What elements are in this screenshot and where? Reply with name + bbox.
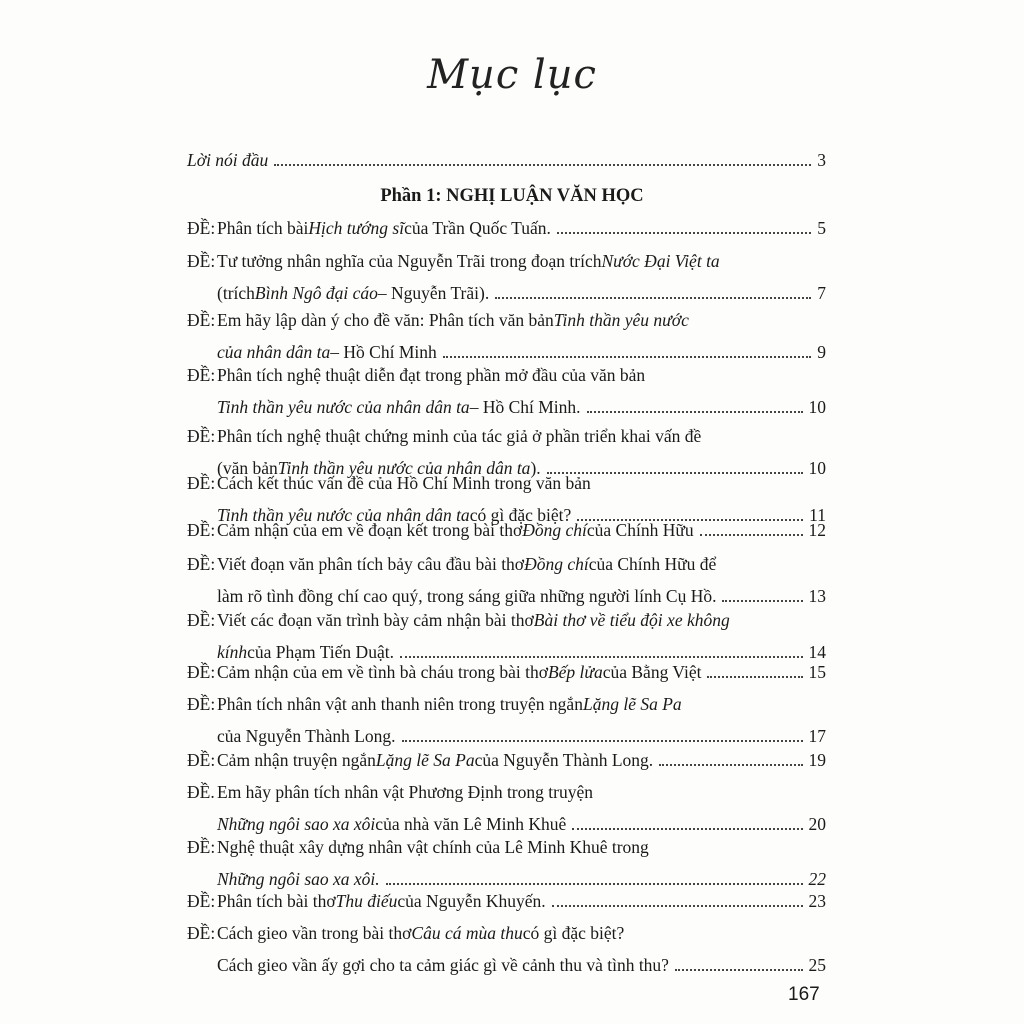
toc-text-segment: của Nguyễn Khuyến. bbox=[397, 891, 546, 911]
toc-text-segment: của nhân dân ta bbox=[217, 342, 331, 362]
toc-text-segment: Cảm nhận truyện ngắn bbox=[217, 750, 376, 770]
toc-entry-intro[interactable] bbox=[187, 144, 826, 176]
toc-page-number: 12 bbox=[808, 520, 826, 540]
toc-text-segment: Bài thơ về tiểu đội xe không bbox=[533, 610, 730, 630]
dot-leader bbox=[587, 410, 803, 413]
toc-entry-prefix: ĐỀ: bbox=[187, 891, 216, 911]
toc-text-segment: Viết các đoạn văn trình bày cảm nhận bài thơ bbox=[217, 610, 534, 630]
page-folio: 167 bbox=[788, 984, 820, 1005]
toc-entry-prefix: ĐỀ: bbox=[187, 365, 216, 385]
toc-text-segment: Lặng lẽ Sa Pa bbox=[375, 750, 475, 770]
toc-entry-prefix: ĐỀ. bbox=[187, 782, 215, 802]
toc-text-segment: của Trần Quốc Tuấn. bbox=[404, 218, 551, 238]
toc-text-segment: có gì đặc biệt? bbox=[469, 505, 572, 525]
toc-text-segment: Bếp lửa bbox=[547, 662, 603, 682]
toc-text-segment: Bình Ngô đại cáo bbox=[254, 283, 378, 303]
toc-page-number: 11 bbox=[809, 505, 826, 525]
page-title: Mục lục bbox=[427, 52, 597, 98]
section-heading: Phần 1: NGHỊ LUẬN VĂN HỌC bbox=[380, 186, 644, 206]
toc-page-number: 13 bbox=[808, 586, 826, 606]
toc-page-number: 10 bbox=[808, 458, 826, 478]
toc-entry-prefix: ĐỀ: bbox=[187, 426, 216, 446]
toc-text-segment: – Nguyễn Trãi). bbox=[377, 283, 490, 303]
toc-text-segment: của Bằng Việt bbox=[602, 662, 702, 682]
toc-text-segment: của Chính Hữu để bbox=[588, 554, 717, 574]
dot-leader bbox=[675, 968, 803, 971]
toc-text-segment: Cảm nhận của em về tình bà cháu trong bài thơ bbox=[217, 662, 548, 682]
toc-entry[interactable] bbox=[187, 514, 826, 546]
toc-entry-prefix: ĐỀ: bbox=[187, 473, 216, 493]
toc-text-segment: Tư tưởng nhân nghĩa của Nguyễn Trãi trong đoạn trích bbox=[217, 251, 602, 271]
toc-page-number: 5 bbox=[817, 218, 826, 238]
toc-text-segment: Thu điếu bbox=[335, 891, 398, 911]
toc-text-segment: Em hãy lập dàn ý cho đề văn: Phân tích văn bản bbox=[217, 310, 554, 330]
dot-leader bbox=[722, 599, 802, 602]
toc-entry[interactable] bbox=[187, 245, 826, 309]
toc-entry-prefix: ĐỀ: bbox=[187, 251, 216, 271]
toc-entry[interactable] bbox=[187, 917, 826, 981]
toc-text-segment: (văn bản bbox=[217, 458, 278, 478]
toc-text-segment: Em hãy phân tích nhân vật Phương Định trong truyện bbox=[217, 782, 593, 802]
toc-text-segment: Phân tích bài thơ bbox=[217, 891, 336, 911]
toc-text-segment: kính bbox=[217, 642, 248, 662]
toc-text-segment: Phân tích nhân vật anh thanh niên trong truyện ngắn bbox=[217, 694, 583, 714]
dot-leader bbox=[402, 739, 803, 742]
toc-page-number: 15 bbox=[808, 662, 826, 682]
toc-text-segment: Cách kết thúc vấn đề của Hồ Chí Minh trong văn bản bbox=[217, 473, 591, 493]
toc-text-segment: – Hồ Chí Minh bbox=[330, 342, 437, 362]
toc-text-segment: của Chính Hữu bbox=[586, 520, 694, 540]
toc-text-segment: Nghệ thuật xây dựng nhân vật chính của Lê Minh Khuê trong bbox=[217, 837, 649, 857]
toc-text-segment: – Hồ Chí Minh. bbox=[469, 397, 581, 417]
toc-page-number: 20 bbox=[808, 814, 826, 834]
toc-text-segment: Cảm nhận của em về đoạn kết trong bài thơ bbox=[217, 520, 523, 540]
toc-entry-prefix: ĐỀ: bbox=[187, 694, 216, 714]
dot-leader bbox=[659, 763, 802, 766]
toc-entry-prefix: ĐỀ: bbox=[187, 218, 216, 238]
dot-leader bbox=[572, 827, 802, 830]
dot-leader bbox=[274, 163, 811, 166]
toc-entry-prefix: ĐỀ: bbox=[187, 923, 216, 943]
toc-text-segment: Viết đoạn văn phân tích bảy câu đầu bài thơ bbox=[217, 554, 525, 574]
toc-entry[interactable] bbox=[187, 688, 826, 752]
toc-entry[interactable] bbox=[187, 548, 826, 612]
toc-entry[interactable] bbox=[187, 656, 826, 688]
toc-entry[interactable] bbox=[187, 885, 826, 917]
toc-text-segment: của Nguyễn Thành Long. bbox=[217, 726, 396, 746]
toc-page-number: 19 bbox=[808, 750, 826, 770]
dot-leader bbox=[552, 904, 803, 907]
toc-entry-prefix: ĐỀ: bbox=[187, 310, 216, 330]
toc-text-segment: (trích bbox=[217, 283, 255, 303]
toc-page-number: 22 bbox=[808, 869, 826, 889]
toc-text-segment: Phân tích nghệ thuật diễn đạt trong phần mở đầu của văn bản bbox=[217, 365, 646, 385]
toc-text-segment: Lặng lẽ Sa Pa bbox=[582, 694, 682, 714]
toc-entry[interactable] bbox=[187, 359, 826, 423]
toc-text-segment: Đồng chí bbox=[524, 554, 589, 574]
toc-text-segment: có gì đặc biệt? bbox=[522, 923, 625, 943]
toc-text-segment: Nước Đại Việt ta bbox=[601, 251, 720, 271]
toc-entry[interactable] bbox=[187, 212, 826, 244]
dot-leader bbox=[707, 675, 802, 678]
toc-text-segment: Tinh thần yêu nước bbox=[553, 310, 689, 330]
toc-page-number: 10 bbox=[808, 397, 826, 417]
toc-page-number: 3 bbox=[817, 150, 826, 170]
toc-text-segment: Hịch tướng sĩ bbox=[308, 218, 405, 238]
toc-entry-prefix: ĐỀ: bbox=[187, 520, 216, 540]
toc-page-number: 25 bbox=[808, 955, 826, 975]
toc-text-segment: Phân tích nghệ thuật chứng minh của tác giả ở phần triển khai vấn đề bbox=[217, 426, 702, 446]
toc-text-segment: làm rõ tình đồng chí cao quý, trong sáng giữa những người lính Cụ Hồ. bbox=[217, 586, 717, 606]
toc-text-segment: ). bbox=[530, 458, 541, 478]
toc-entry-prefix: ĐỀ: bbox=[187, 554, 216, 574]
toc-text-segment: của nhà văn Lê Minh Khuê bbox=[375, 814, 567, 834]
toc-text-segment: Tinh thần yêu nước của nhân dân ta bbox=[217, 505, 470, 525]
toc-text-segment: Những ngôi sao xa xôi bbox=[217, 814, 376, 834]
toc-text-segment: của Phạm Tiến Duật. bbox=[247, 642, 394, 662]
toc-page-number: 23 bbox=[808, 891, 826, 911]
dot-leader bbox=[443, 355, 812, 358]
toc-entry-label: Lời nói đầu bbox=[187, 150, 269, 170]
toc-text-segment: Tinh thần yêu nước của nhân dân ta bbox=[277, 458, 531, 478]
toc-entry-prefix: ĐỀ: bbox=[187, 750, 216, 770]
toc-entry-prefix: ĐỀ: bbox=[187, 662, 216, 682]
toc-page-number: 17 bbox=[808, 726, 826, 746]
toc-text-segment: Câu cá mùa thu bbox=[411, 923, 523, 943]
dot-leader bbox=[495, 296, 811, 299]
dot-leader bbox=[557, 231, 811, 234]
toc-text-segment: Phân tích bài bbox=[217, 218, 309, 238]
toc-entry[interactable] bbox=[187, 744, 826, 776]
toc-page-number: 7 bbox=[817, 283, 826, 303]
dot-leader bbox=[700, 533, 803, 536]
toc-page-number: 9 bbox=[817, 342, 826, 362]
toc-text-segment: Cách gieo vần ấy gợi cho ta cảm giác gì về cảnh thu và tình thu? bbox=[217, 955, 669, 975]
toc-text-segment: của Nguyễn Thành Long. bbox=[474, 750, 654, 770]
toc-text-segment: Đồng chí bbox=[522, 520, 587, 540]
toc-entry-prefix: ĐỀ: bbox=[187, 837, 216, 857]
toc-entry-prefix: ĐỀ: bbox=[187, 610, 216, 630]
toc-text-segment: Những ngôi sao xa xôi. bbox=[217, 869, 380, 889]
toc-text-segment: Cách gieo vần trong bài thơ bbox=[217, 923, 412, 943]
toc-page-number: 14 bbox=[808, 642, 826, 662]
toc-text-segment: Tinh thần yêu nước của nhân dân ta bbox=[217, 397, 470, 417]
